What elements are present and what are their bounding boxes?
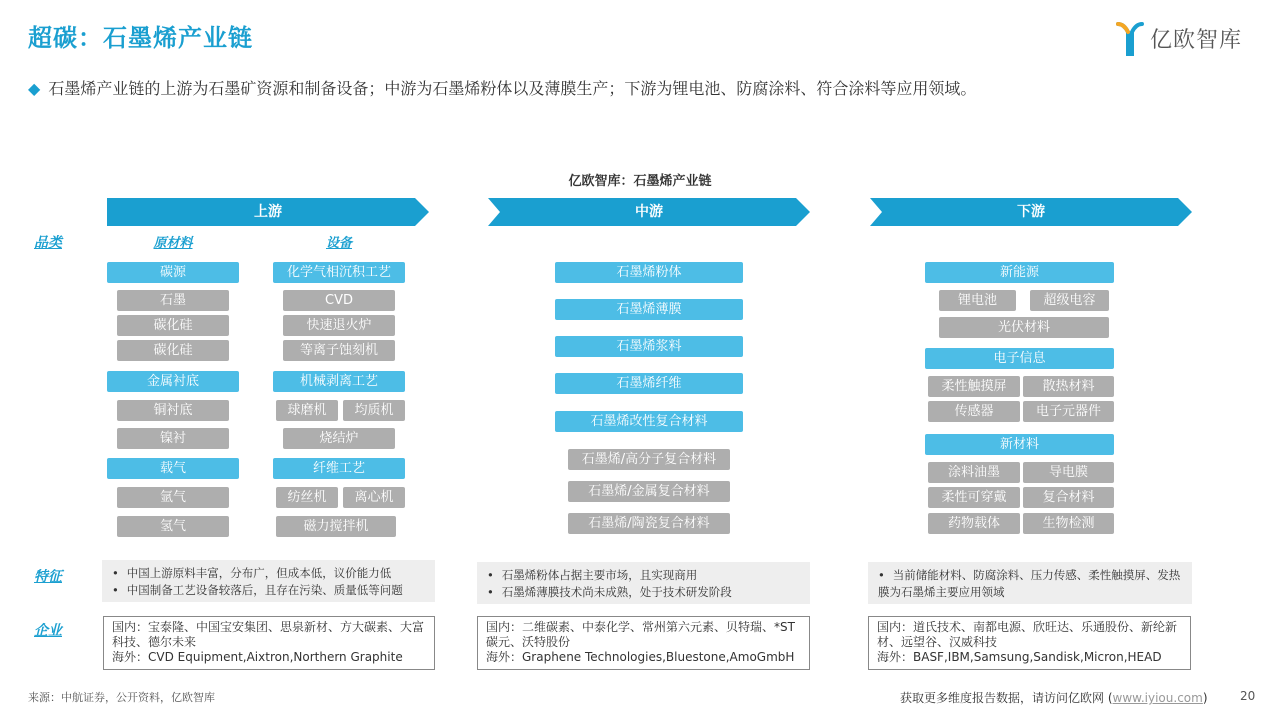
page-number: 20 (1240, 689, 1256, 703)
item-box: 磁力搅拌机 (276, 516, 396, 537)
item-box: 离心机 (343, 487, 405, 508)
item-box: 柔性触摸屏 (928, 376, 1020, 397)
companies-upstream (103, 616, 435, 670)
item-box: 均质机 (343, 400, 405, 421)
category-box: 石墨烯薄膜 (555, 299, 743, 320)
companies-domestic: 国内：二维碳素、中泰化学、常州第六元素、贝特瑞、*ST碳元、沃特股份 (486, 620, 795, 649)
category-box: 电子信息 (925, 348, 1114, 369)
feature-item: • 当前储能材料、防腐涂料、压力传感、柔性触摸屏、发热膜为石墨烯主要应用领域 (878, 567, 1182, 601)
item-box: 石墨烯/金属复合材料 (568, 481, 730, 502)
feature-upstream (102, 560, 435, 602)
category-box: 石墨烯改性复合材料 (555, 411, 743, 432)
companies-overseas: 海外：Graphene Technologies,Bluestone,AmoGmbH (486, 650, 795, 664)
banner-upstream (107, 198, 429, 226)
item-box: 涂料油墨 (928, 462, 1020, 483)
item-box: 复合材料 (1023, 487, 1114, 508)
logo (1116, 18, 1266, 58)
companies-midstream (477, 616, 810, 670)
item-box: 电子元器件 (1023, 401, 1114, 422)
summary-text: 石墨烯产业链的上游为石墨矿资源和制备设备；中游为石墨烯粉体以及薄膜生产；下游为锂电池、防腐涂料、符合涂料等应用领域。 (48, 79, 977, 98)
category-box: 石墨烯粉体 (555, 262, 743, 283)
yiou-logo-icon (1116, 20, 1144, 56)
more-data-note (900, 689, 1208, 706)
item-box: 导电膜 (1023, 462, 1114, 483)
category-box: 金属衬底 (107, 371, 239, 392)
feature-item: • 中国制备工艺设备较落后，且存在污染、质量低等问题 (112, 582, 425, 599)
item-box: 散热材料 (1023, 376, 1114, 397)
category-box: 碳源 (107, 262, 239, 283)
banner-downstream (870, 198, 1192, 226)
item-box: 碳化硅 (117, 340, 229, 361)
category-box: 纤维工艺 (273, 458, 405, 479)
item-box: 石墨烯/陶瓷复合材料 (568, 513, 730, 534)
category-box: 石墨烯纤维 (555, 373, 743, 394)
feature-item: • 石墨烯薄膜技术尚未成熟，处于技术研发阶段 (487, 584, 800, 601)
item-box: 氩气 (117, 487, 229, 508)
diamond-bullet-icon: ◆ (28, 79, 41, 98)
diagram-title: 亿欧智库：石墨烯产业链 (568, 174, 712, 189)
companies-domestic: 国内：道氏技术、南都电源、欣旺达、乐通股份、新纶新材、远望谷、汉威科技 (877, 620, 1178, 649)
category-box: 化学气相沉积工艺 (273, 262, 405, 283)
banner-midstream-label: 中游 (635, 204, 663, 220)
category-box: 新材料 (925, 434, 1114, 455)
summary-line (28, 76, 1258, 99)
more-data-suffix: ) (1202, 691, 1208, 705)
item-box: 药物载体 (928, 513, 1020, 534)
item-box: 光伏材料 (939, 317, 1109, 338)
item-box: 柔性可穿戴 (928, 487, 1020, 508)
item-box: 锂电池 (939, 290, 1016, 311)
page-title: 超碳：石墨烯产业链 (28, 24, 253, 52)
row-label-feature: 特征 (34, 569, 62, 585)
banner-downstream-label: 下游 (1017, 204, 1045, 220)
companies-overseas: 海外：BASF,IBM,Samsung,Sandisk,Micron,HEAD (877, 650, 1162, 664)
item-box: 石墨 (117, 290, 229, 311)
feature-downstream (868, 562, 1192, 604)
item-box: 超级电容 (1030, 290, 1109, 311)
col-head-equipment: 设备 (325, 236, 352, 251)
item-box: 球磨机 (276, 400, 338, 421)
source-note: 来源：中航证券，公开资料，亿欧智库 (28, 691, 215, 704)
banner-midstream (488, 198, 810, 226)
category-box: 石墨烯浆料 (555, 336, 743, 357)
feature-item: • 石墨烯粉体占据主要市场，且实现商用 (487, 567, 800, 584)
feature-item: • 中国上游原料丰富，分布广，但成本低，议价能力低 (112, 565, 425, 582)
category-box: 载气 (107, 458, 239, 479)
item-box: 快速退火炉 (283, 315, 395, 336)
logo-text: 亿欧智库 (1150, 27, 1243, 53)
item-box: 镍衬 (117, 428, 229, 449)
item-box: 碳化硅 (117, 315, 229, 336)
more-data-prefix: 获取更多维度报告数据，请访问亿欧网 ( (900, 691, 1113, 705)
item-box: 铜衬底 (117, 400, 229, 421)
companies-downstream (868, 616, 1191, 670)
item-box: 传感器 (928, 401, 1020, 422)
category-box: 机械剥离工艺 (273, 371, 405, 392)
item-box: CVD (283, 290, 395, 311)
companies-domestic: 国内：宝泰隆、中国宝安集团、思泉新材、方大碳素、大富科技、德尔未来 (112, 620, 425, 649)
row-label-company: 企业 (34, 623, 62, 639)
item-box: 石墨烯/高分子复合材料 (568, 449, 730, 470)
companies-overseas: 海外：CVD Equipment,Aixtron,Northern Graphite (112, 650, 403, 664)
item-box: 纺丝机 (276, 487, 338, 508)
category-box: 新能源 (925, 262, 1114, 283)
item-box: 氢气 (117, 516, 229, 537)
row-label-category: 品类 (34, 235, 62, 251)
item-box: 等离子蚀刻机 (283, 340, 395, 361)
item-box: 烧结炉 (283, 428, 395, 449)
col-head-raw-materials: 原材料 (153, 236, 193, 251)
item-box: 生物检测 (1023, 513, 1114, 534)
banner-upstream-label: 上游 (254, 204, 282, 220)
feature-midstream (477, 562, 810, 604)
iyiou-link[interactable]: www.iyiou.com (1112, 691, 1203, 705)
